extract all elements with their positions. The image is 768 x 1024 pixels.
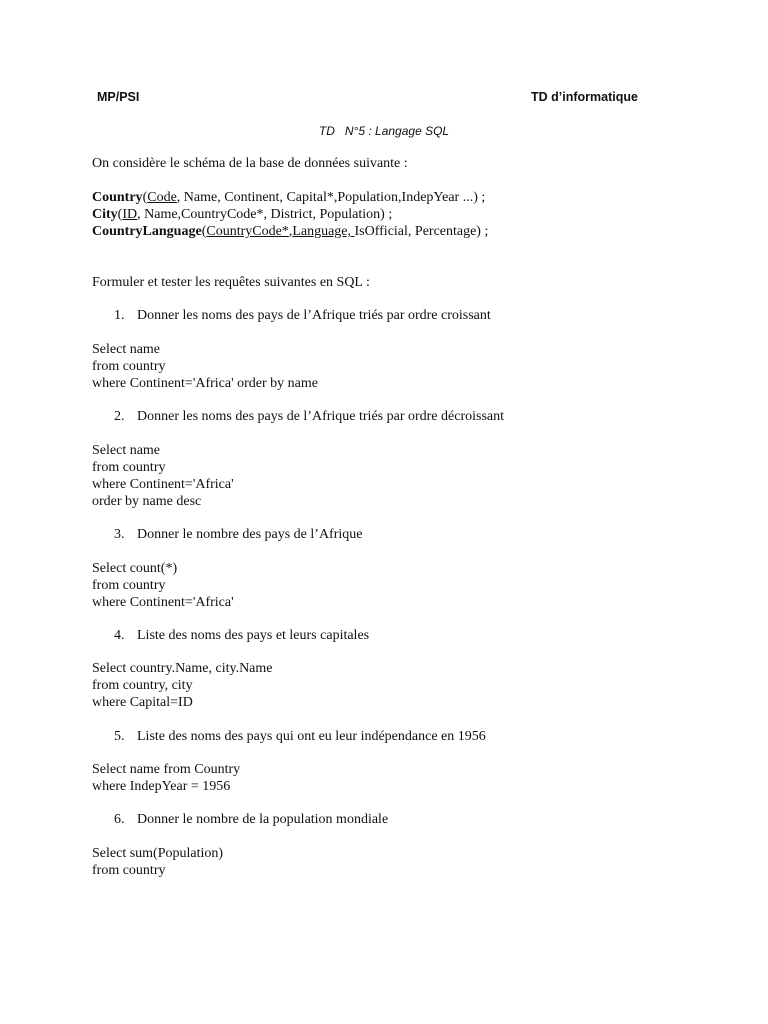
sql-line: from country [92,359,166,374]
comma: , [288,224,293,239]
schema-country-name: Country [92,190,143,205]
sql-line: where Continent='Africa' [92,477,234,492]
question-3 [114,526,362,543]
schema-countrylanguage-key1: CountryCode* [206,224,289,239]
sql-line: where Continent='Africa' order by name [92,376,318,391]
schema-countrylanguage-name: CountryLanguage [92,224,202,239]
header-right: TD d’informatique [531,90,638,104]
sql-line: Select name [92,443,161,458]
question-text: Liste des noms des pays qui ont eu leur indépendance en 1956 [137,729,486,744]
question-number: 4. [114,628,125,643]
schema-city [92,206,392,223]
paren: ( [201,224,207,239]
sql-line: Select sum(Population) [92,846,224,861]
instruction-text: Formuler et tester les requêtes suivantes en SQL : [92,275,370,290]
sql-line: Select name from Country [92,762,241,777]
schema-city-rest: , Name,CountryCode*, District, Population) ; [137,207,393,222]
sql-line: from country, city [92,678,193,693]
sql-line: order by name desc [92,494,202,509]
title-rest: N°5 : Langage SQL [344,124,450,138]
sql-line: from country [92,578,166,593]
question-number: 6. [114,812,125,827]
sql-line: where IndepYear = 1956 [92,779,231,794]
question-5 [114,728,486,745]
question-text: Donner le nombre des pays de l’Afrique [137,527,363,542]
schema-countrylanguage-rest: IsOfficial, Percentage) ; [354,224,489,239]
schema-city-key: ID [122,207,138,222]
question-2 [114,408,504,425]
question-number: 1. [114,308,125,323]
title-prefix: TD [318,124,335,138]
header-left: MP/PSI [97,90,140,104]
schema-city-name: City [92,207,118,222]
sql-line: Select country.Name, city.Name [92,661,273,676]
sql-line: from country [92,863,166,878]
schema-country-key: Code [147,190,177,205]
question-number: 2. [114,409,125,424]
question-text: Liste des noms des pays et leurs capitales [137,628,370,643]
sql-line: Select count(*) [92,561,178,576]
schema-country-rest: , Name, Continent, Capital*,Population,IndepYear ...) ; [176,190,486,205]
question-text: Donner les noms des pays de l’Afrique triés par ordre décroissant [137,409,505,424]
sql-line: Select name [92,342,161,357]
schema-countrylanguage [92,223,488,240]
schema-countrylanguage-key2: Language, [292,224,355,239]
question-text: Donner le nombre de la population mondiale [137,812,389,827]
schema-country [92,189,485,206]
intro-text: On considère le schéma de la base de données suivante : [92,156,408,171]
question-4 [114,627,369,644]
question-number: 5. [114,729,125,744]
page-title [0,124,768,138]
question-number: 3. [114,527,125,542]
sql-line: from country [92,460,166,475]
paren: ( [142,190,148,205]
question-6 [114,811,388,828]
question-text: Donner les noms des pays de l’Afrique triés par ordre croissant [137,308,491,323]
question-1 [114,307,491,324]
paren: ( [117,207,123,222]
sql-line: where Continent='Africa' [92,595,234,610]
sql-line: where Capital=ID [92,695,193,710]
